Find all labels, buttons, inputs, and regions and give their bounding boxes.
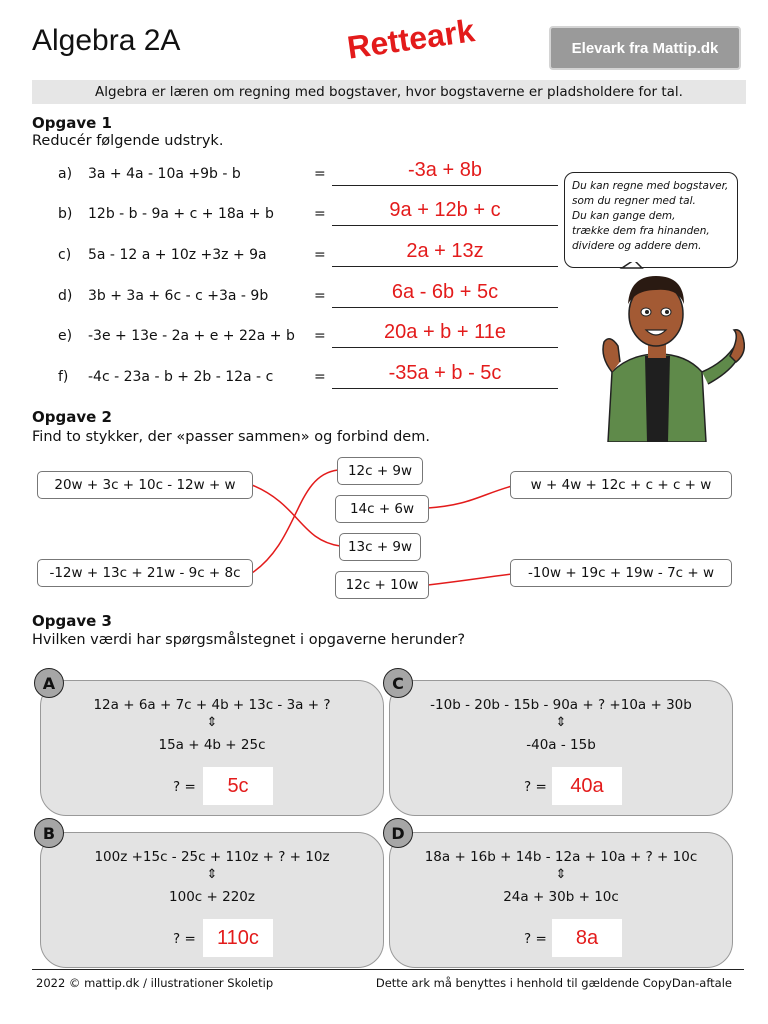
- exercise-answer: -35a + b - 5c: [388, 362, 502, 384]
- task-answer: 8a: [552, 919, 622, 957]
- match-middle-1[interactable]: 12c + 9w: [337, 457, 423, 485]
- exercise-row-f: f) -4c - 23a - b + 2b - 12a - c = -35a + b - 5c: [58, 366, 563, 390]
- equivalence-arrow-icon: ⇕: [206, 715, 218, 730]
- exercise-expression: 5a - 12 a + 10z +3z + 9a: [88, 247, 267, 263]
- footer-copyright: 2022 © mattip.dk / illustrationer Skoletip: [36, 976, 274, 990]
- exercise-answer: 6a - 6b + 5c: [391, 281, 499, 303]
- match-right-2[interactable]: -10w + 19c + 19w - 7c + w: [510, 559, 732, 587]
- opgave1-instruction: Reducér følgende udstryk.: [32, 133, 224, 149]
- match-middle-4[interactable]: 12c + 10w: [335, 571, 429, 599]
- match-left-1[interactable]: 20w + 3c + 10c - 12w + w: [37, 471, 253, 499]
- intro-text: Algebra er læren om regning med bogstaver, hvor bogstaverne er pladsholdere for tal.: [32, 80, 746, 104]
- exercise-row-b: b) 12b - b - 9a + c + 18a + b = 9a + 12b + c: [58, 203, 563, 227]
- exercise-expression: 3a + 4a - 10a +9b - b: [88, 166, 241, 182]
- task-answer: 5c: [203, 767, 273, 805]
- equivalence-arrow-icon: ⇕: [555, 715, 567, 730]
- source-badge: Elevark fra Mattip.dk: [549, 26, 741, 70]
- page-title: Algebra 2A: [32, 24, 181, 57]
- footer-license: Dette ark må benyttes i henhold til gældende CopyDan-aftale: [375, 976, 732, 990]
- speech-bubble: Du kan regne med bogstaver, som du regner med tal. Du kan gange dem, trække dem fra hinanden, dividere og addere dem.: [564, 172, 738, 268]
- exercise-expression: 3b + 3a + 6c - c +3a - 9b: [88, 288, 269, 304]
- equivalence-arrow-icon: ⇕: [555, 867, 567, 882]
- exercise-expression: 12b - b - 9a + c + 18a + b: [88, 206, 274, 222]
- opgave2-heading: Opgave 2: [32, 408, 112, 426]
- exercise-row-e: e) -3e + 13e - 2a + e + 22a + b = 20a + b + 11e: [58, 325, 563, 349]
- card-letter-a: A: [34, 668, 64, 698]
- task-card-b: 100z +15c - 25c + 110z + ? + 10z ⇕ 100c + 220z ? = 110c: [40, 832, 384, 968]
- match-right-1[interactable]: w + 4w + 12c + c + c + w: [510, 471, 732, 499]
- exercise-expression: -3e + 13e - 2a + e + 22a + b: [88, 328, 295, 344]
- opgave3-instruction: Hvilken værdi har spørgsmålstegnet i opgaverne herunder?: [32, 632, 466, 648]
- exercise-answer: -3a + 8b: [408, 159, 482, 181]
- match-left-2[interactable]: -12w + 13c + 21w - 9c + 8c: [37, 559, 253, 587]
- exercise-row-a: a) 3a + 4a - 10a +9b - b = -3a + 8b: [58, 163, 563, 187]
- opgave1-heading: Opgave 1: [32, 114, 112, 132]
- task-answer: 110c: [203, 919, 273, 957]
- task-card-c: -10b - 20b - 15b - 90a + ? +10a + 30b ⇕ -40a - 15b ? = 40a: [389, 680, 733, 816]
- exercise-answer: 2a + 13z: [406, 240, 484, 262]
- exercise-row-d: d) 3b + 3a + 6c - c +3a - 9b = 6a - 6b + 5c: [58, 285, 563, 309]
- card-letter-b: B: [34, 818, 64, 848]
- opgave3-heading: Opgave 3: [32, 612, 112, 630]
- exercise-row-c: c) 5a - 12 a + 10z +3z + 9a = 2a + 13z: [58, 244, 563, 268]
- opgave2-instruction: Find to stykker, der «passer sammen» og forbind dem.: [32, 429, 430, 445]
- footer-divider: [32, 969, 744, 970]
- card-letter-c: C: [383, 668, 413, 698]
- match-middle-3[interactable]: 13c + 9w: [339, 533, 421, 561]
- card-letter-d: D: [383, 818, 413, 848]
- exercise-answer: 9a + 12b + c: [389, 199, 501, 221]
- exercise-answer: 20a + b + 11e: [384, 321, 506, 343]
- task-card-d: 18a + 16b + 14b - 12a + 10a + ? + 10c ⇕ 24a + 30b + 10c ? = 8a: [389, 832, 733, 968]
- exercise-expression: -4c - 23a - b + 2b - 12a - c: [88, 369, 274, 385]
- answer-key-stamp: Retteark: [345, 12, 477, 66]
- equivalence-arrow-icon: ⇕: [206, 867, 218, 882]
- task-card-a: 12a + 6a + 7c + 4b + 13c - 3a + ? ⇕ 15a + 4b + 25c ? = 5c: [40, 680, 384, 816]
- match-middle-2[interactable]: 14c + 6w: [335, 495, 429, 523]
- task-answer: 40a: [552, 767, 622, 805]
